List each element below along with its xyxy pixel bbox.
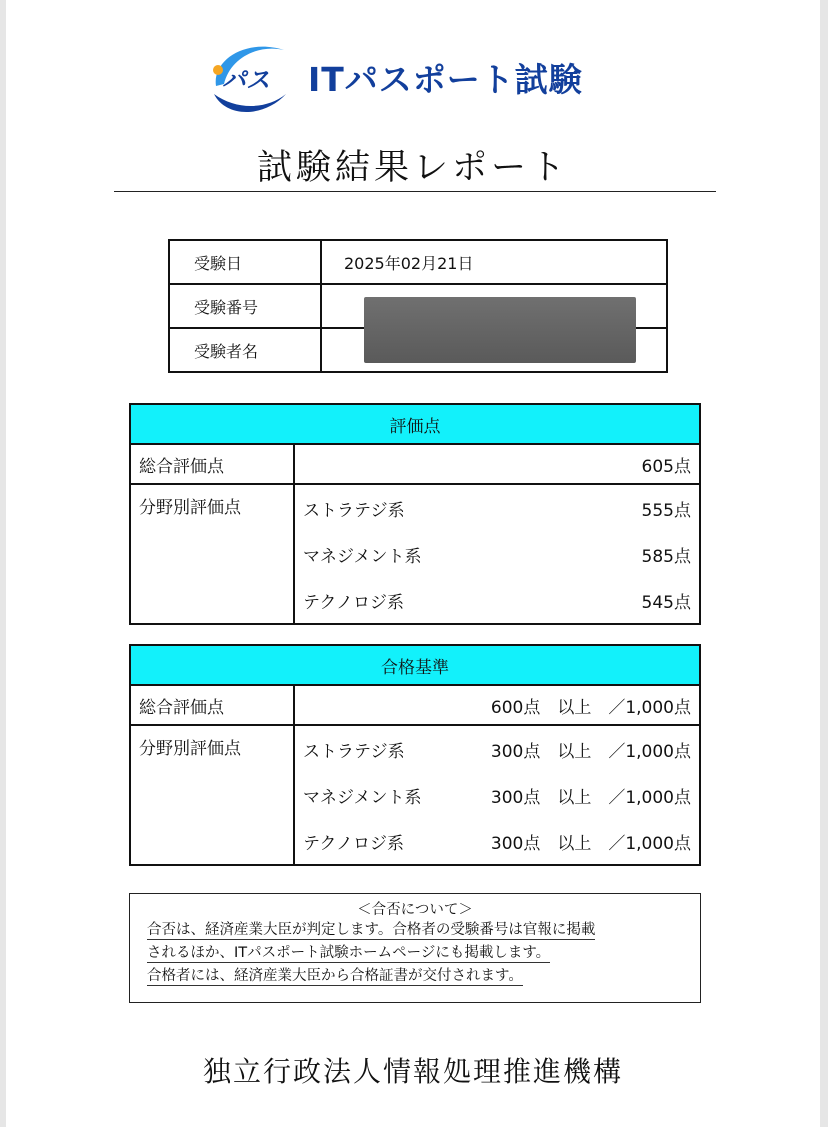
note-heading: ＜合否について＞ [357, 902, 473, 918]
scores-table [129, 403, 701, 625]
note-line [147, 942, 700, 965]
field-score-label: 分野別評価点 [130, 484, 294, 624]
table-row [130, 484, 700, 624]
note-line [147, 919, 700, 942]
table-row [130, 725, 700, 865]
exam-date-label: 受験日 [169, 240, 321, 284]
note-text: 合否は、経済産業大臣が判定します。合格者の受験番号は官報に掲載 [147, 922, 596, 938]
exam-number-label: 受験番号 [169, 284, 321, 328]
criteria-value: 300点 以上 ／1,000点 [490, 833, 691, 854]
logo-title: ITパスポート試験 [308, 60, 583, 99]
note-text: 合格者には、経済産業大臣から合格証書が交付されます。 [147, 968, 523, 984]
table-row [169, 240, 667, 284]
criteria-fields-cell [294, 725, 700, 865]
total-score-value: 605点 [641, 456, 691, 477]
field-value: 585点 [641, 546, 691, 567]
field-row-technology [295, 577, 699, 623]
table-row [130, 444, 700, 484]
criteria-heading: 合格基準 [130, 645, 700, 685]
scores-heading: 評価点 [130, 404, 700, 444]
field-name: ストラテジ系 [303, 741, 405, 762]
examinee-name-label: 受験者名 [169, 328, 321, 372]
criteria-table [129, 644, 701, 866]
pass-logo-icon [206, 38, 290, 118]
criteria-value: 300点 以上 ／1,000点 [490, 787, 691, 808]
field-value: 545点 [641, 592, 691, 613]
logo-mark-text: パス [222, 66, 270, 94]
report-page [6, 0, 820, 1127]
note-line [147, 965, 700, 988]
field-row-strategy [295, 485, 699, 531]
table-row [130, 685, 700, 725]
criteria-field-label: 分野別評価点 [130, 725, 294, 865]
header-logo [206, 38, 626, 118]
report-title: 試験結果レポート [256, 148, 569, 188]
field-name: ストラテジ系 [303, 500, 405, 521]
note-text: されるほか、ITパスポート試験ホームページにも掲載します。 [147, 945, 551, 961]
field-name: テクノロジ系 [303, 833, 404, 854]
field-name: マネジメント系 [303, 546, 422, 567]
criteria-row-technology [295, 818, 699, 864]
total-score-cell [294, 444, 700, 484]
field-value: 555点 [641, 500, 691, 521]
issuer-name: 独立行政法人情報処理推進機構 [202, 1055, 623, 1088]
field-name: テクノロジ系 [303, 592, 404, 613]
field-name: マネジメント系 [303, 787, 422, 808]
exam-date-value: 2025年02月21日 [321, 240, 667, 284]
criteria-total-value: 600点 以上 ／1,000点 [490, 697, 691, 718]
pass-fail-note [129, 893, 701, 1003]
criteria-total-label: 総合評価点 [130, 685, 294, 725]
title-divider [114, 191, 716, 192]
criteria-row-strategy [295, 726, 699, 772]
field-row-management [295, 531, 699, 577]
total-score-label: 総合評価点 [130, 444, 294, 484]
criteria-row-management [295, 772, 699, 818]
criteria-total-cell [294, 685, 700, 725]
criteria-value: 300点 以上 ／1,000点 [490, 741, 691, 762]
field-scores-cell [294, 484, 700, 624]
redaction-block [364, 297, 636, 363]
